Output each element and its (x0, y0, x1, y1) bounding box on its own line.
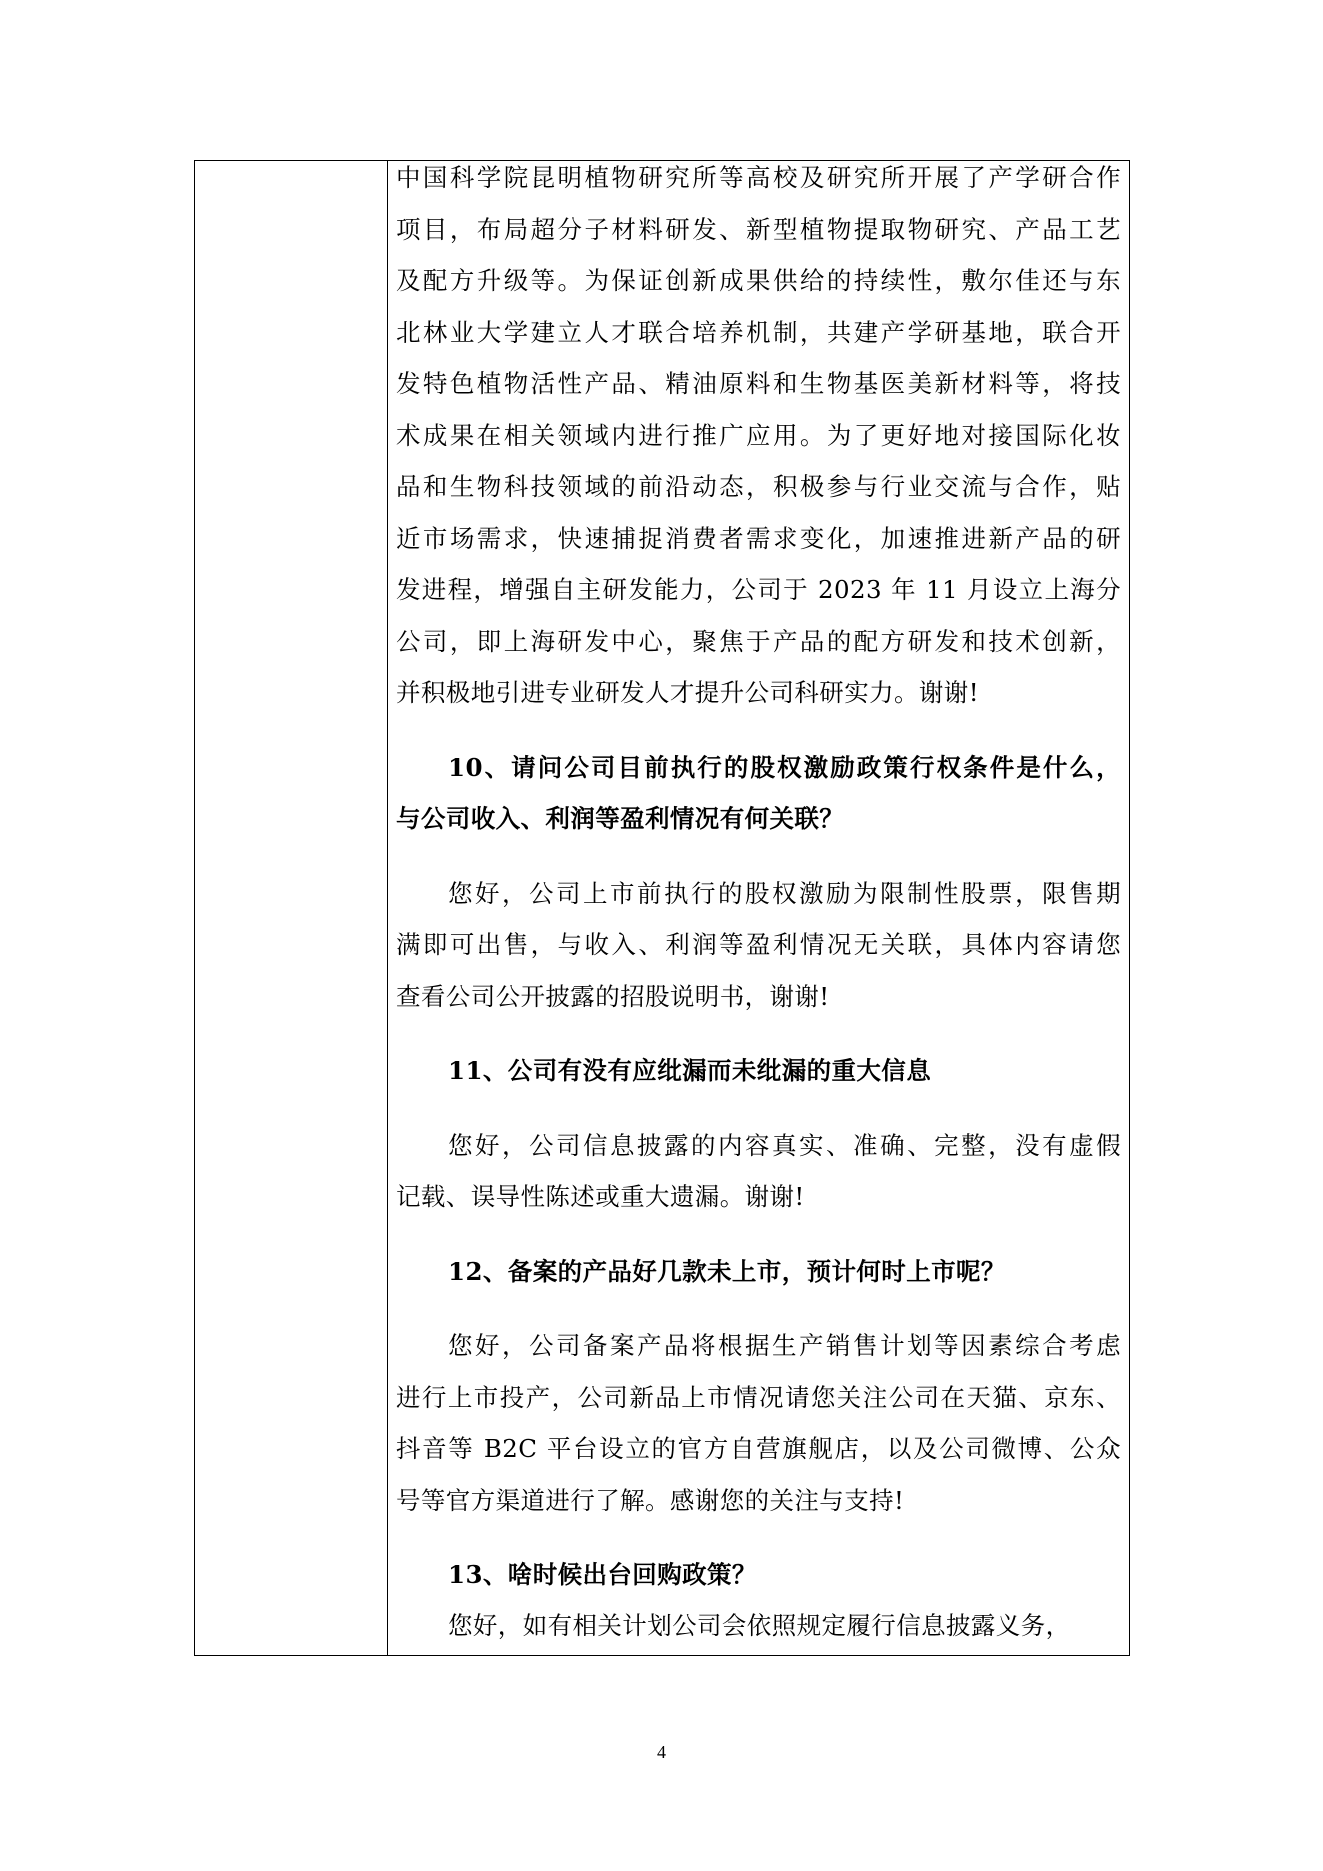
question-10-heading: 10、请问公司目前执行的股权激励政策行权条件是什么， (448, 753, 1121, 782)
answer-10-text: 满即可出售，与收入、利润等盈利情况无关联，具体内容请您 (396, 930, 1121, 959)
text-line: 及配方升级等。为保证创新成果供给的持续性，敷尔佳还与东 (396, 266, 1121, 295)
answer-12-text: 号等官方渠道进行了解。感谢您的关注与支持! (396, 1486, 905, 1515)
answer-12-text: 您好，公司备案产品将根据生产销售计划等因素综合考虑 (448, 1331, 1121, 1360)
page-number: 4 (657, 1742, 666, 1762)
text-line: 品和生物科技领域的前沿动态，积极参与行业交流与合作，贴 (396, 472, 1121, 501)
answer-12-text: 进行上市投产，公司新品上市情况请您关注公司在天猫、京东、 (396, 1383, 1121, 1412)
answer-11-text: 您好，公司信息披露的内容真实、准确、完整，没有虚假 (448, 1131, 1121, 1160)
text-line: 并积极地引进专业研发人才提升公司科研实力。谢谢! (396, 678, 979, 707)
text-line: 项目，布局超分子材料研发、新型植物提取物研究、产品工艺 (396, 215, 1121, 244)
answer-10-text: 查看公司公开披露的招股说明书，谢谢! (396, 982, 830, 1011)
text-line: 中国科学院昆明植物研究所等高校及研究所开展了产学研合作 (396, 163, 1121, 192)
question-10-heading: 与公司收入、利润等盈利情况有何关联？ (396, 804, 845, 833)
question-13-heading: 13、啥时候出台回购政策？ (448, 1560, 757, 1589)
table-column-divider (387, 161, 388, 1655)
answer-13-text: 您好，如有相关计划公司会依照规定履行信息披露义务， (448, 1611, 1071, 1640)
text-line: 发特色植物活性产品、精油原料和生物基医美新材料等，将技 (396, 369, 1121, 398)
answer-10-text: 您好，公司上市前执行的股权激励为限制性股票，限售期 (448, 879, 1121, 908)
text-line: 近市场需求，快速捕捉消费者需求变化，加速推进新产品的研 (396, 524, 1121, 553)
question-11-heading: 11、公司有没有应纰漏而未纰漏的重大信息 (448, 1056, 932, 1085)
qa-table (194, 160, 1130, 1656)
question-12-heading: 12、备案的产品好几款未上市，预计何时上市呢？ (448, 1257, 1006, 1286)
text-line: 北林业大学建立人才联合培养机制，共建产学研基地，联合开 (396, 318, 1121, 347)
text-line: 发进程，增强自主研发能力，公司于 2023 年 11 月设立上海分 (396, 575, 1121, 604)
text-line: 公司，即上海研发中心，聚焦于产品的配方研发和技术创新， (396, 627, 1121, 656)
text-line: 术成果在相关领域内进行推广应用。为了更好地对接国际化妆 (396, 421, 1121, 450)
answer-12-text: 抖音等 B2C 平台设立的官方自营旗舰店，以及公司微博、公众 (396, 1434, 1121, 1463)
answer-11-text: 记载、误导性陈述或重大遗漏。谢谢! (396, 1182, 805, 1211)
